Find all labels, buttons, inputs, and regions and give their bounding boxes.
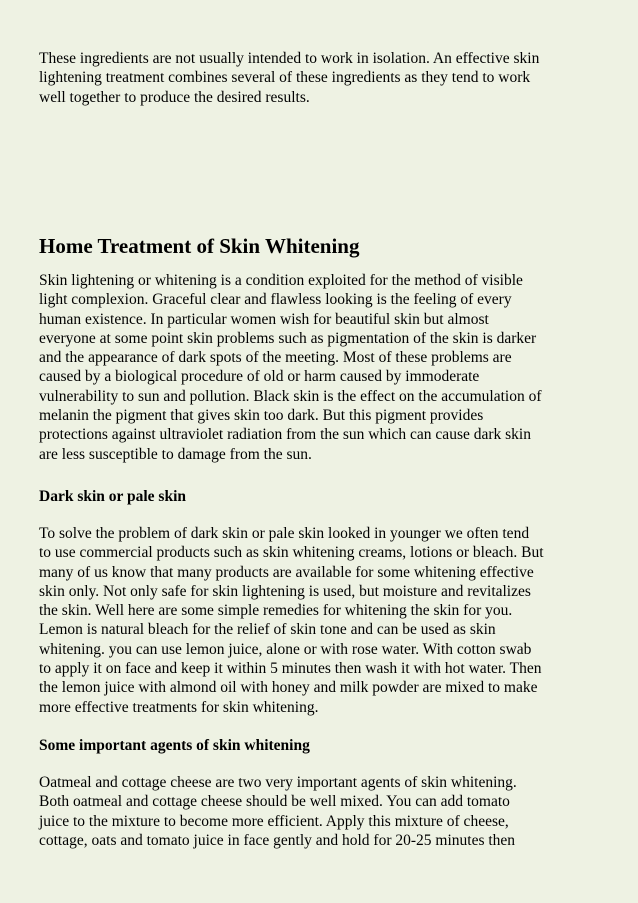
text-line: to apply it on face and keep it within 5 minutes then wash it with hot water. Then — [39, 660, 542, 678]
text-line: To solve the problem of dark skin or pale skin looked in younger we often tend — [39, 525, 530, 542]
intro-paragraph — [39, 49, 539, 107]
text-line: Skin lightening or whitening is a condition exploited for the method of visible — [39, 272, 523, 289]
text-line: the lemon juice with almond oil with honey and milk powder are mixed to make — [39, 679, 538, 697]
text-line: well together to produce the desired results. — [39, 88, 310, 106]
text-line: the skin. Well here are some simple remedies for whitening the skin for you. — [39, 602, 513, 620]
text-line: more effective treatments for skin whitening. — [39, 698, 319, 716]
text-line: cottage, oats and tomato juice in face gently and hold for 20-25 minutes then — [39, 831, 516, 849]
text-line: juice to the mixture to become more efficient. Apply this mixture of cheese, — [39, 812, 509, 830]
text-line: Lemon is natural bleach for the relief of skin tone and can be used as skin — [39, 621, 496, 639]
section2-paragraph — [39, 524, 544, 717]
text-line: are less susceptible to damage from the sun. — [39, 445, 312, 463]
section1-paragraph — [39, 271, 542, 464]
text-line: everyone at some point skin problems such as pigmentation of the skin is darker — [39, 329, 537, 347]
text-line: whitening. you can use lemon juice, alone or with rose water. With cotton swab — [39, 640, 532, 658]
text-line: Both oatmeal and cottage cheese should be well mixed. You can add tomato — [39, 793, 510, 811]
section-heading: Home Treatment of Skin Whitening — [39, 234, 360, 258]
text-line: skin only. Not only safe for skin lightening is used, but moisture and revitalizes — [39, 582, 531, 600]
text-line: melanin the pigment that gives skin too dark. But this pigment provides — [39, 407, 484, 425]
section3-paragraph — [39, 773, 517, 850]
subheading-important-agents: Some important agents of skin whitening — [39, 737, 310, 754]
text-line: many of us know that many products are available for some whitening effective — [39, 563, 534, 581]
text-line: light complexion. Graceful clear and flawless looking is the feeling of every — [39, 291, 512, 309]
text-line: protections against ultraviolet radiation from the sun which can cause dark skin — [39, 426, 531, 444]
text-line: vulnerability to sun and pollution. Black skin is the effect on the accumulation of — [39, 387, 542, 405]
text-line: caused by a biological procedure of old or harm caused by immoderate — [39, 368, 480, 386]
text-line: These ingredients are not usually intended to work in isolation. An effective skin — [39, 50, 540, 67]
text-line: human existence. In particular women wish for beautiful skin but almost — [39, 310, 489, 328]
text-line: to use commercial products such as skin whitening creams, lotions or bleach. But — [39, 544, 544, 562]
text-line: and the appearance of dark spots of the meeting. Most of these problems are — [39, 349, 512, 367]
text-line: Oatmeal and cottage cheese are two very important agents of skin whitening. — [39, 774, 517, 791]
subheading-dark-skin: Dark skin or pale skin — [39, 488, 187, 505]
text-line: lightening treatment combines several of these ingredients as they tend to work — [39, 69, 531, 87]
